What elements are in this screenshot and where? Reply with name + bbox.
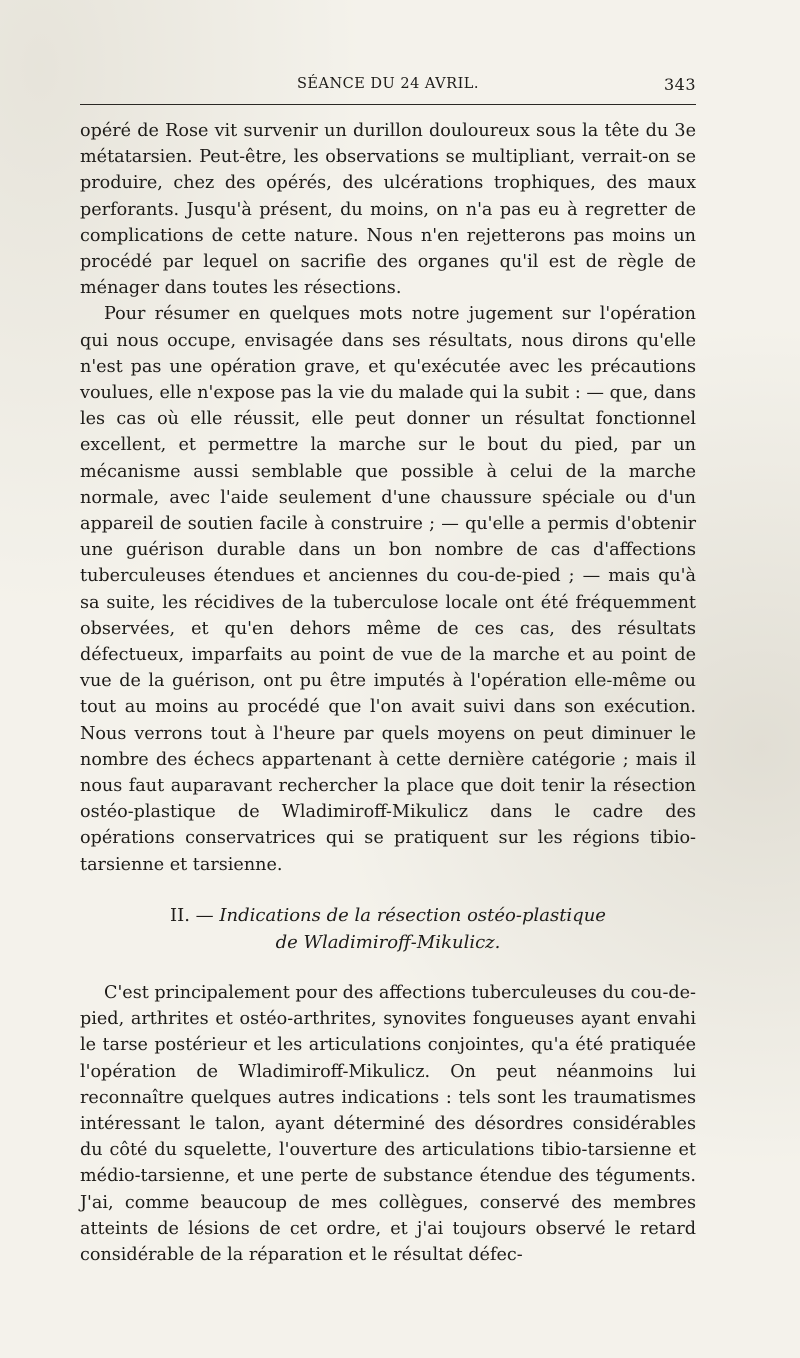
running-head <box>80 72 696 100</box>
section-heading-line-1 <box>80 902 696 929</box>
section-heading <box>80 902 696 956</box>
page-number: 343 <box>663 75 696 94</box>
paragraph-continuation: opéré de Rose vit survenir un durillon douloureux sous la tête du 3e métatarsien. Peut-être, les observations se multipliant, verrait-on se produire, chez des opérés, des ulcérations trophiques, des maux perforants. Jusqu'à présent, du moins, on n'a pas eu à regretter de complications de cette nature. Nous n'en rejetterons pas moins un procédé par lequel on sacrifie des organes qu'il est de règle de ménager dans toutes les résections. <box>80 121 696 299</box>
paragraph-summary: Pour résumer en quelques mots notre jugement sur l'opération qui nous occupe, envisagée dans ses résultats, nous dirons qu'elle n'est pas une opération grave, et qu'exécutée avec les précautions voulues, elle n'expose pas la vie du malade qui la subit : — que, dans les cas où elle réussit, elle peut donner un résultat fonctionnel excellent, et permettre la marche sur le bout du pied, par un mécanisme aussi semblable que possible à celui de la marche normale, avec l'aide seulement d'une chaussure spéciale ou d'un appareil de soutien facile à construire ; — qu'elle a permis d'obtenir une guérison durable dans un bon nombre de cas d'affections tuberculeuses étendues et anciennes du cou-de-pied ; — mais qu'à sa suite, les récidives de la tuberculose locale ont été fréquemment observées, et qu'en dehors même de ces cas, des résultats défectueux, imparfaits au point de vue de la marche et au point de vue de la guérison, ont pu être imputés à l'opération elle-même ou tout au moins au procédé que l'on avait suivi dans son exécution. Nous verrons tout à l'heure par quels moyens on peut diminuer le nombre des échecs appartenant à cette dernière catégorie ; mais il nous faut auparavant rechercher la place que doit tenir la résection ostéo-plastique de Wladimiroff-Mikulicz dans le cadre des opérations conservatrices qui se pratiquent sur les régions tibio-tarsienne et tarsienne. <box>80 304 696 875</box>
section-title-part-2: de Wladimiroff-Mikulicz. <box>275 931 501 953</box>
running-title: SÉANCE DU 24 AVRIL. <box>296 76 480 92</box>
section-heading-line-2 <box>80 929 696 956</box>
header-rule <box>80 104 696 105</box>
paragraph-indications: C'est principalement pour des affections tuberculeuses du cou-de-pied, arthrites et ostéo-arthrites, synovites fongueuses ayant envahi le tarse postérieur et les articulations conjointes, qu'a été pratiquée l'opération de Wladimiroff-Mikulicz. On peut néanmoins lui reconnaître quelques autres indications : tels sont les traumatismes intéressant le talon, ayant déterminé des désordres considérables du côté du squelette, l'ouverture des articulations tibio-tarsienne et médio-tarsienne, et une perte de substance étendue des téguments. J'ai, comme beaucoup de mes collègues, conservé des membres atteints de lésions de cet ordre, et j'ai toujours observé le retard considérable de la réparation et le résultat défec- <box>80 982 697 1265</box>
section-number: II. — <box>170 904 214 926</box>
body-text <box>80 118 696 1268</box>
section-title-part-1: Indications de la résection ostéo-plastique <box>219 904 606 926</box>
